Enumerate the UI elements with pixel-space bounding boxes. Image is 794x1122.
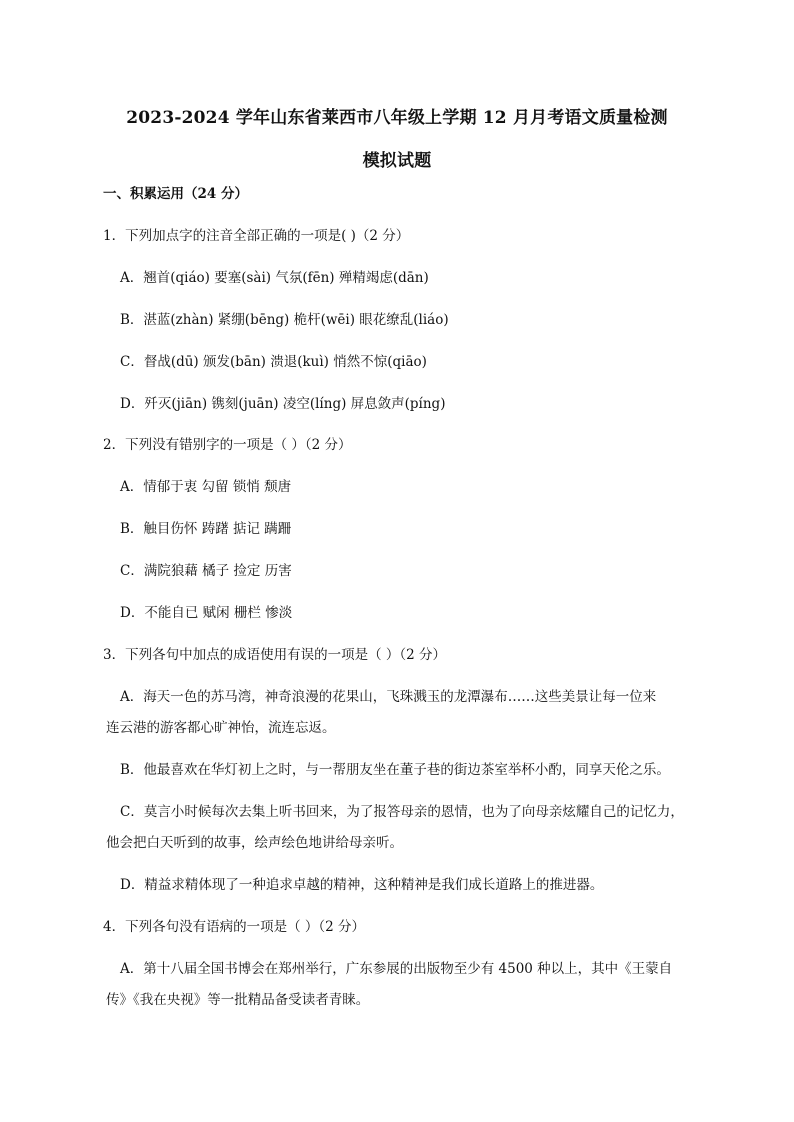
question-3-option-c-continued: 他会把白天听到的故事，绘声绘色地讲给母亲听。 — [106, 835, 403, 851]
question-2-option-d: D．不能自已 赋闲 栅栏 惨淡 — [120, 605, 293, 621]
question-3-option-a: A．海天一色的苏马湾，神奇浪漫的花果山，飞珠溅玉的龙潭瀑布……这些美景让每一位来 — [120, 689, 657, 705]
question-1-option-b: B．湛蓝(zhàn) 紧绷(bēng) 桅杆(wēi) 眼花缭乱(liáo) — [120, 312, 449, 328]
question-4-option-a-continued: 传》《我在央视》等一批精品备受读者青睐。 — [106, 992, 370, 1008]
question-2-option-c: C．满院狼藉 橘子 捡定 历害 — [120, 563, 292, 579]
question-3-option-b: B．他最喜欢在华灯初上之时，与一帮朋友坐在董子巷的街边茶室举杯小酌，同享天伦之乐。 — [120, 762, 670, 778]
section-heading: 一、积累运用（24 分） — [103, 186, 248, 202]
question-3-option-c: C．莫言小时候每次去集上听书回来，为了报答母亲的恩情，也为了向母亲炫耀自己的记忆力， — [120, 804, 684, 820]
question-4-option-a: A．第十八届全国书博会在郑州举行，广东参展的出版物至少有 4500 种以上，其中《王蒙自 — [120, 961, 673, 977]
exam-title: 2023-2024 学年山东省莱西市八年级上学期 12 月月考语文质量检测 — [126, 108, 668, 128]
exam-subtitle: 模拟试题 — [362, 151, 432, 171]
question-1-option-d: D．歼灭(jiān) 镌刻(juān) 凌空(líng) 屏息敛声(píng) — [120, 396, 446, 412]
question-3-option-a-continued: 连云港的游客都心旷神怡，流连忘返。 — [106, 720, 336, 736]
question-2-option-a: A．情郁于衷 勾留 锁悄 颓唐 — [120, 479, 292, 495]
question-1-option-a: A．翘首(qiáo) 要塞(sài) 气氛(fēn) 殚精竭虑(dān) — [120, 270, 429, 286]
question-4-stem: 4．下列各句没有语病的一项是（ ）（2 分） — [103, 919, 366, 935]
question-1-stem: 1．下列加点字的注音全部正确的一项是( )（2 分） — [103, 228, 410, 244]
question-2-option-b: B．触目伤怀 踌躇 掂记 蹒跚 — [120, 521, 292, 537]
question-3-stem: 3．下列各句中加点的成语使用有误的一项是（ ）（2 分） — [103, 647, 447, 663]
question-2-stem: 2．下列没有错别字的一项是（ ）（2 分） — [103, 437, 352, 453]
question-3-option-d: D．精益求精体现了一种追求卓越的精神，这种精神是我们成长道路上的推进器。 — [120, 877, 604, 893]
question-1-option-c: C．督战(dū) 颁发(bān) 溃退(kuì) 悄然不惊(qiāo) — [120, 354, 427, 370]
